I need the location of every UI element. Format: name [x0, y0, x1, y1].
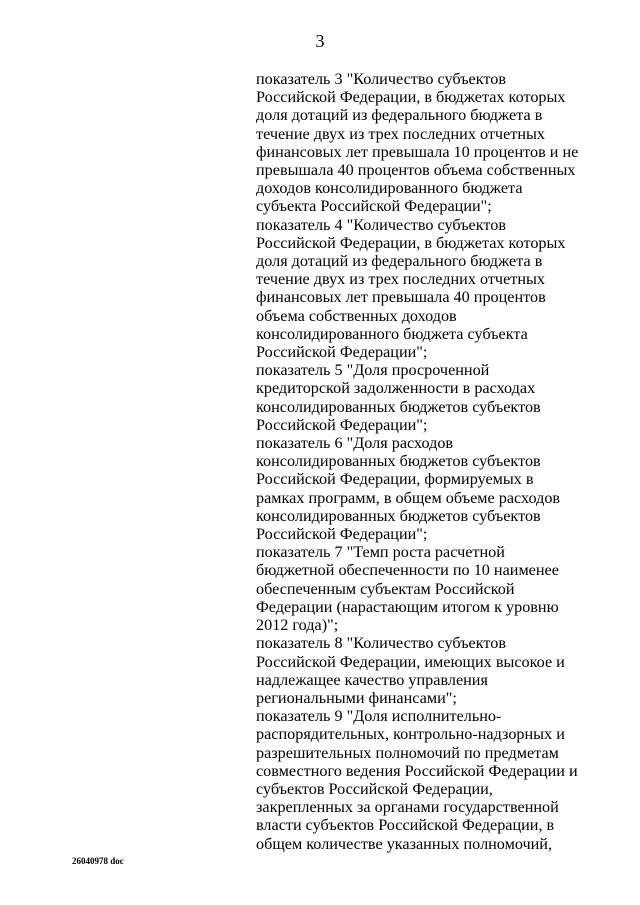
- text-line: субъекта Российской Федерации";: [256, 197, 492, 216]
- document-code: 26040978 doc: [72, 856, 124, 866]
- text-line: показатель 6 "Доля расходов: [256, 434, 454, 453]
- text-line: субъектов Российской Федерации,: [256, 779, 493, 798]
- text-line: течение двух из трех последних отчетных: [256, 124, 545, 143]
- text-line: Российской Федерации";: [256, 343, 428, 362]
- page-number: 3: [315, 31, 325, 51]
- text-line: доля дотаций из федерального бюджета в: [256, 106, 543, 125]
- text-line: течение двух из трех последних отчетных: [256, 270, 545, 289]
- text-line: консолидированных бюджетов субъектов: [256, 397, 541, 416]
- text-line: 2012 года)";: [256, 616, 339, 635]
- text-line: Российской Федерации, в бюджетах которых: [256, 233, 566, 252]
- text-line: Российской Федерации";: [256, 525, 428, 544]
- text-line: показатель 4 "Количество субъектов: [256, 215, 506, 234]
- text-line: распорядительных, контрольно-надзорных и: [256, 725, 565, 744]
- text-line: консолидированных бюджетов субъектов: [256, 452, 541, 471]
- text-line: власти субъектов Российской Федерации, в: [256, 816, 555, 835]
- text-line: объема собственных доходов: [256, 306, 457, 325]
- text-line: финансовых лет превышала 10 процентов и не: [256, 142, 579, 161]
- text-line: надлежащее качество управления: [256, 670, 488, 689]
- text-line: консолидированного бюджета субъекта: [256, 324, 528, 343]
- text-line: общем количестве указанных полномочий,: [256, 834, 553, 853]
- text-line: бюджетной обеспеченности по 10 наименее: [256, 561, 559, 580]
- text-line: доходов консолидированного бюджета: [256, 179, 523, 198]
- text-line: Федерации (нарастающим итогом к уровню: [256, 597, 559, 616]
- text-line: Российской Федерации";: [256, 415, 428, 434]
- text-line: региональными финансами";: [256, 688, 457, 707]
- text-line: Российской Федерации, имеющих высокое и: [256, 652, 565, 671]
- text-line: показатель 9 "Доля исполнительно-: [256, 707, 502, 726]
- text-line: обеспеченным субъектам Российской: [256, 579, 515, 598]
- text-line: финансовых лет превышала 40 процентов: [256, 288, 546, 307]
- text-line: показатель 5 "Доля просроченной: [256, 361, 490, 380]
- text-line: доля дотаций из федерального бюджета в: [256, 252, 543, 271]
- text-line: Российской Федерации, формируемых в: [256, 470, 534, 489]
- text-line: кредиторской задолженности в расходах: [256, 379, 536, 398]
- text-line: показатель 8 "Количество субъектов: [256, 634, 506, 653]
- document-body: [256, 70, 579, 853]
- text-line: разрешительных полномочий по предметам: [256, 743, 559, 762]
- text-line: совместного ведения Российской Федерации и: [256, 761, 578, 780]
- text-line: Российской Федерации, в бюджетах которых: [256, 88, 566, 107]
- text-line: консолидированных бюджетов субъектов: [256, 506, 541, 525]
- text-line: закрепленных за органами государственной: [256, 798, 559, 817]
- text-line: рамках программ, в общем объеме расходов: [256, 488, 561, 507]
- text-line: показатель 7 "Темп роста расчетной: [256, 543, 505, 562]
- text-line: показатель 3 "Количество субъектов: [256, 70, 506, 88]
- text-line: превышала 40 процентов объема собственных: [256, 161, 576, 180]
